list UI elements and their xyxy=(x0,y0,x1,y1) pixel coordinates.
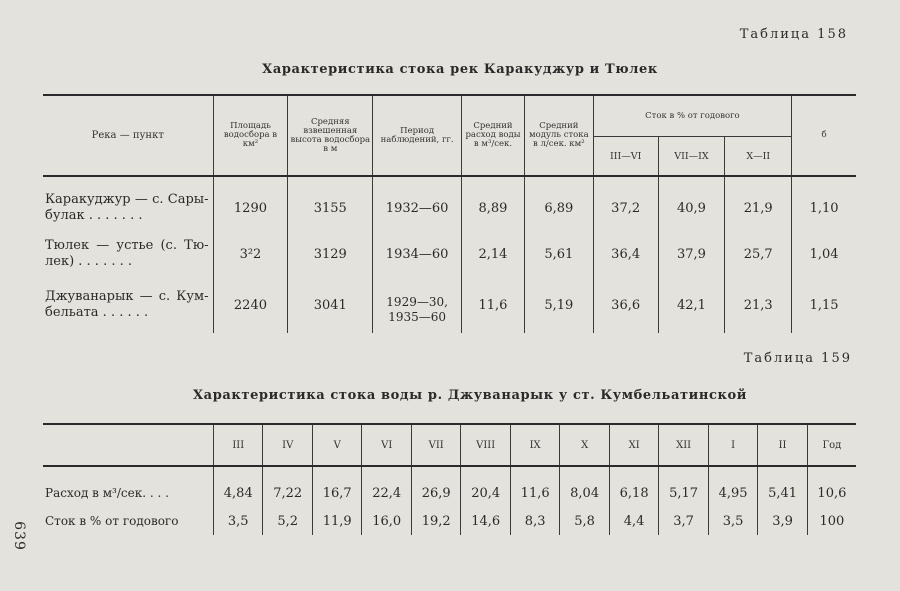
value-cell: 3,5 xyxy=(708,507,757,535)
value-cell: 5,8 xyxy=(560,507,609,535)
value-cell: 8,04 xyxy=(560,466,609,507)
runoff-winter-cell: 21,9 xyxy=(725,176,792,231)
value-cell: 4,84 xyxy=(214,466,263,507)
header-month: VII xyxy=(411,424,460,466)
area-cell: 2240 xyxy=(213,277,288,333)
river-name-line: Тюлек — устье (с. Тю- xyxy=(45,238,209,253)
header-discharge: Средний расход воды в м³/сек. xyxy=(462,95,525,176)
value-cell: 5,41 xyxy=(758,466,807,507)
height-cell: 3129 xyxy=(288,231,373,277)
runoff-summer-cell: 42,1 xyxy=(658,277,725,333)
header-empty xyxy=(43,424,214,466)
cv-cell: 1,15 xyxy=(792,277,856,333)
river-name-line: бельата . . . . . . xyxy=(45,305,149,320)
header-runoff-group: Сток в % от годового xyxy=(593,95,791,137)
height-cell: 3041 xyxy=(288,277,373,333)
value-cell: 20,4 xyxy=(461,466,510,507)
river-name-line: булак . . . . . . . xyxy=(45,208,143,223)
river-name-line: лек) . . . . . . . xyxy=(45,254,133,269)
river-cell xyxy=(43,231,213,277)
value-cell: 6,18 xyxy=(609,466,658,507)
row-label: Сток в % от годового xyxy=(45,514,179,528)
river-cell xyxy=(43,176,213,231)
modulus-cell: 5,19 xyxy=(524,277,593,333)
header-period: Период наблюдений, гг. xyxy=(373,95,462,176)
runoff-spring-cell: 37,2 xyxy=(593,176,658,231)
area-cell: 3²2 xyxy=(213,231,288,277)
header-month: IX xyxy=(510,424,559,466)
value-cell: 3,9 xyxy=(758,507,807,535)
table-158-label: Таблица 158 xyxy=(739,27,848,42)
table-158-title: Характеристика стока рек Каракуджур и Тюлек xyxy=(262,62,658,77)
table-row xyxy=(43,277,856,333)
value-cell: 8,3 xyxy=(510,507,559,535)
header-month: XII xyxy=(659,424,708,466)
runoff-summer-cell: 40,9 xyxy=(658,176,725,231)
cv-cell: 1,10 xyxy=(792,176,856,231)
value-cell: 100 xyxy=(807,507,856,535)
value-cell: 5,2 xyxy=(263,507,312,535)
header-month: IV xyxy=(263,424,312,466)
river-name-line: Каракуджур — с. Сары- xyxy=(45,192,209,207)
table-row xyxy=(43,231,856,277)
river-cell xyxy=(43,277,213,333)
height-cell: 3155 xyxy=(288,176,373,231)
area-cell: 1290 xyxy=(213,176,288,231)
table-159-title: Характеристика стока воды р. Джуванарык у ст. Кумбельатинской xyxy=(193,388,747,403)
value-cell: 16,7 xyxy=(312,466,361,507)
value-cell: 11,6 xyxy=(510,466,559,507)
discharge-cell: 8,89 xyxy=(462,176,525,231)
value-cell: 7,22 xyxy=(263,466,312,507)
period-cell: 1929—30, 1935—60 xyxy=(373,277,462,333)
header-area: Площадь водосбора в км² xyxy=(213,95,288,176)
value-cell: 4,4 xyxy=(609,507,658,535)
discharge-cell: 11,6 xyxy=(462,277,525,333)
cv-cell: 1,04 xyxy=(792,231,856,277)
runoff-summer-cell: 37,9 xyxy=(658,231,725,277)
table-158 xyxy=(43,94,856,333)
header-height: Средняя взвешенная высота водосбора в м xyxy=(288,95,373,176)
table-159-label: Таблица 159 xyxy=(743,351,852,366)
river-name-line: Джуванарык — с. Кум- xyxy=(45,289,209,304)
runoff-winter-cell: 25,7 xyxy=(725,231,792,277)
value-cell: 4,95 xyxy=(708,466,757,507)
page-number: 639 xyxy=(10,521,27,551)
modulus-cell: 6,89 xyxy=(524,176,593,231)
header-year: Год xyxy=(807,424,856,466)
value-cell: 3,5 xyxy=(214,507,263,535)
discharge-cell: 2,14 xyxy=(462,231,525,277)
value-cell: 26,9 xyxy=(411,466,460,507)
table-row xyxy=(43,507,856,535)
runoff-spring-cell: 36,4 xyxy=(593,231,658,277)
header-month: III xyxy=(214,424,263,466)
header-month: X xyxy=(560,424,609,466)
header-river: Река — пункт xyxy=(91,130,164,141)
header-month: II xyxy=(758,424,807,466)
header-month: VIII xyxy=(461,424,510,466)
runoff-spring-cell: 36,6 xyxy=(593,277,658,333)
header-runoff-winter: X—II xyxy=(725,137,792,177)
header-month: I xyxy=(708,424,757,466)
header-month: VI xyxy=(362,424,411,466)
row-label: Расход в м³/сек. . . . xyxy=(45,486,169,500)
table-row xyxy=(43,466,856,507)
value-cell: 16,0 xyxy=(362,507,411,535)
value-cell: 5,17 xyxy=(659,466,708,507)
header-runoff-summer: VII—IX xyxy=(658,137,725,177)
runoff-winter-cell: 21,3 xyxy=(725,277,792,333)
value-cell: 10,6 xyxy=(807,466,856,507)
value-cell: 22,4 xyxy=(362,466,411,507)
header-cv: б xyxy=(792,95,856,176)
value-cell: 11,9 xyxy=(312,507,361,535)
header-modulus: Средний модуль стока в л/сек. км² xyxy=(524,95,593,176)
modulus-cell: 5,61 xyxy=(524,231,593,277)
value-cell: 19,2 xyxy=(411,507,460,535)
header-runoff-spring: III—VI xyxy=(593,137,658,177)
period-cell: 1932—60 xyxy=(373,176,462,231)
header-month: XI xyxy=(609,424,658,466)
header-month: V xyxy=(312,424,361,466)
value-cell: 14,6 xyxy=(461,507,510,535)
table-159 xyxy=(43,423,856,535)
table-row xyxy=(43,176,856,231)
value-cell: 3,7 xyxy=(659,507,708,535)
period-cell: 1934—60 xyxy=(373,231,462,277)
